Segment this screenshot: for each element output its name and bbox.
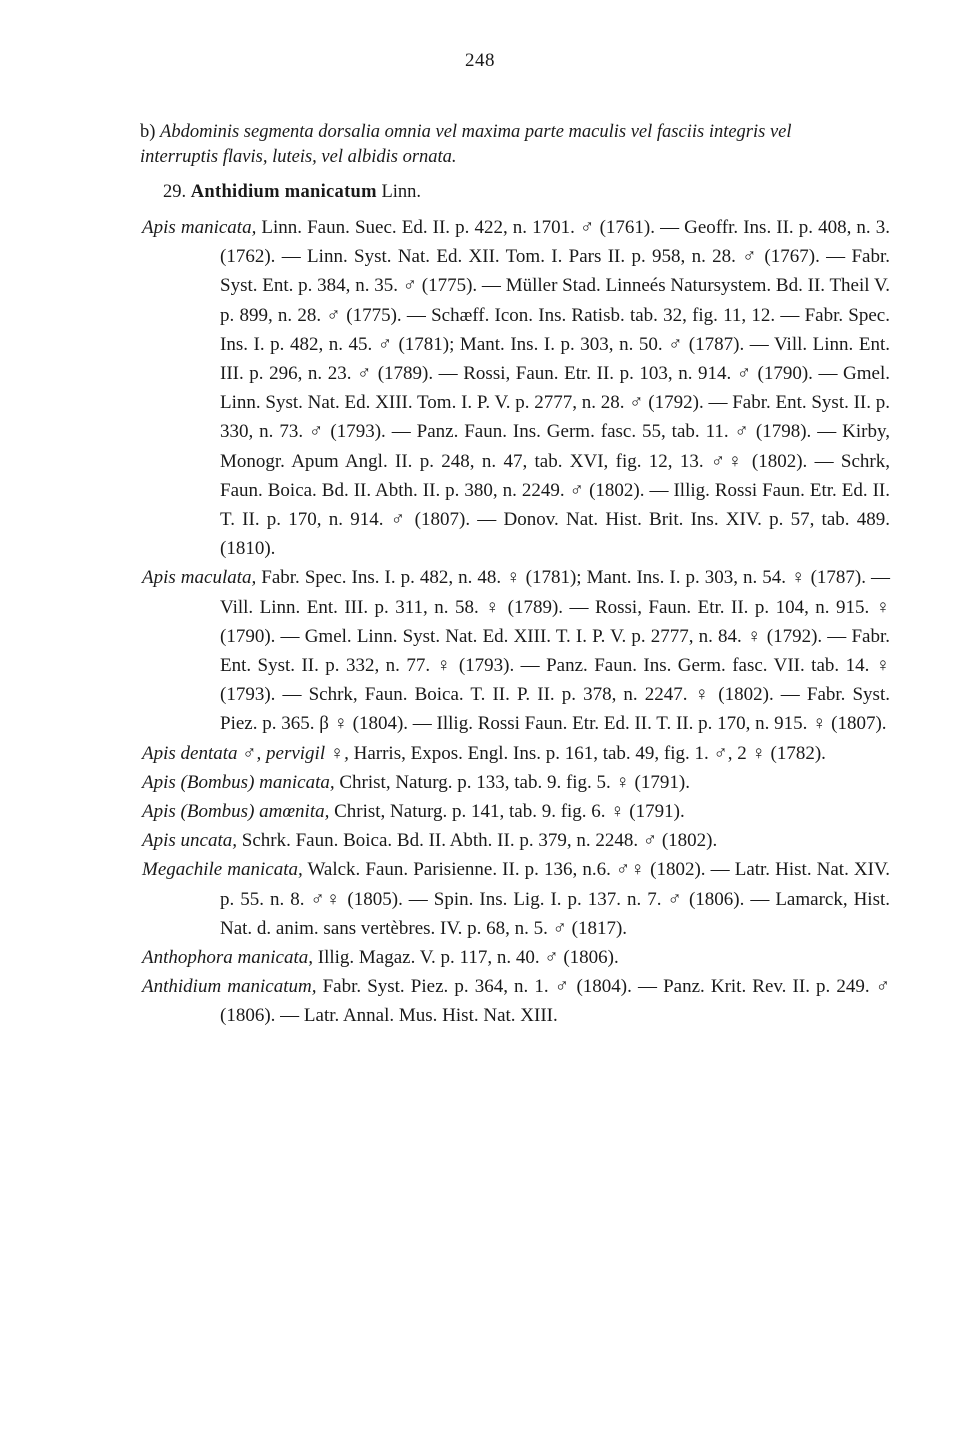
- synonymy-list: [142, 213, 890, 1031]
- section-intro: [140, 120, 840, 170]
- synonym-entry: [142, 972, 890, 1030]
- synonym-references: Fabr. Spec. Ins. I. p. 482, n. 48. ♀ (1781); Mant. Ins. I. p. 303, n. 54. ♀ (1787). — Vill. Linn. Ent. III. p. 311, n. 58. ♀ (1789). — Rossi, Faun. Etr. II. p. 104, n. 915. ♀ (1790). — Gmel. Linn. Syst. Nat. Ed. XIII. T. I. P. V. p. 2777, n. 84. ♀ (1792). — Fabr. Ent. Syst. II. p. 332, n. 77. ♀ (1793). — Panz. Faun. Ins. Germ. fasc. VII. tab. 14. ♀ (1793). — Schrk, Faun. Boica. T. II. P. II. p. 378, n. 2247. ♀ (1802). — Fabr. Syst. Piez. p. 365. β ♀ (1804). — Illig. Rossi Faun. Etr. Ed. II. T. II. p. 170, n. 915. ♀ (1807).: [220, 567, 890, 735]
- synonym-name: Anthophora manicata,: [142, 947, 313, 969]
- synonym-references: Schrk. Faun. Boica. Bd. II. Abth. II. p. 379, n. 2248. ♂ (1802).: [241, 830, 718, 852]
- species-author: Linn.: [381, 182, 422, 202]
- species-heading: [163, 180, 421, 205]
- species-name: Anthidium manicatum: [190, 182, 377, 202]
- synonym-entry: [142, 855, 890, 943]
- synonym-name: Anthidium manicatum,: [142, 976, 317, 998]
- synonym-references: Walck. Faun. Parisienne. II. p. 136, n.6. ♂♀ (1802). — Latr. Hist. Nat. XIV. p. 55. n. 8. ♂♀ (1805). — Spin. Ins. Lig. I. p. 137. n. 7. ♂ (1806). — Lamarck, Hist. Nat. d. anim. sans vertèbres. IV. p. 68, n. 5. ♂ (1817).: [220, 859, 890, 939]
- species-number: 29.: [163, 182, 187, 202]
- synonym-references: Christ, Naturg. p. 141, tab. 9. fig. 6. ♀ (1791).: [334, 801, 685, 823]
- synonym-references: Harris, Expos. Engl. Ins. p. 161, tab. 49, fig. 1. ♂, 2 ♀ (1782).: [353, 742, 826, 764]
- synonym-name: Apis manicata,: [142, 217, 257, 238]
- synonym-references: Linn. Faun. Suec. Ed. II. p. 422, n. 1701. ♂ (1761). — Geoffr. Ins. II. p. 408, n. 3. (1762). — Linn. Syst. Nat. Ed. XII. Tom. I. Pars II. p. 958, n. 28. ♂ (1767). — Fabr. Syst. Ent. p. 384, n. 35. ♂ (1775). — Müller Stad. Linneés Natursystem. Bd. II. Theil V. p. 899, n. 28. ♂ (1775). — Schæff. Icon. Ins. Ratisb. tab. 32, fig. 11, 12. — Fabr. Spec. Ins. I. p. 482, n. 45. ♂ (1781); Mant. Ins. I. p. 303, n. 50. ♂ (1787). — Vill. Linn. Ent. III. p. 296, n. 23. ♂ (1789). — Rossi, Faun. Etr. II. p. 103, n. 914. ♂ (1790). — Gmel. Linn. Syst. Nat. Ed. XIII. Tom. I. P. V. p. 2777, n. 28. ♂ (1792). — Fabr. Ent. Syst. II. p. 330, n. 73. ♂ (1793). — Panz. Faun. Ins. Germ. fasc. 55, tab. 11. ♂ (1798). — Kirby, Monogr. Apum Angl. II. p. 248, n. 47, tab. XVI, fig. 12, 13. ♂♀ (1802). — Schrk, Faun. Boica. Bd. II. Abth. II. p. 380, n. 2249. ♂ (1802). — Illig. Rossi Faun. Etr. Ed. II. T. II. p. 170, n. 914. ♂ (1807). — Donov. Nat. Hist. Brit. Ins. XIV. p. 57, tab. 489. (1810).: [220, 217, 891, 560]
- synonym-name: Apis (Bombus) amœnita,: [142, 801, 330, 823]
- page-number: 248: [465, 50, 495, 71]
- synonym-name: Apis (Bombus) manicata,: [142, 771, 335, 793]
- synonym-name: Apis dentata ♂, pervigil ♀,: [142, 742, 349, 764]
- synonym-name: Apis maculata,: [142, 567, 257, 589]
- synonym-entry: [142, 943, 890, 972]
- synonym-references: Christ, Naturg. p. 133, tab. 9. fig. 5. ♀ (1791).: [339, 771, 690, 793]
- synonym-references: Fabr. Syst. Piez. p. 364, n. 1. ♂ (1804). — Panz. Krit. Rev. II. p. 249. ♂ (1806). — Latr. Annal. Mus. Hist. Nat. XIII.: [220, 976, 890, 1027]
- section-label: b): [140, 122, 156, 142]
- synonym-entry: [142, 563, 890, 738]
- synonym-name: Megachile manicata,: [142, 859, 303, 881]
- synonym-entry: [142, 797, 890, 826]
- synonym-entry: [142, 213, 890, 563]
- synonym-references: Illig. Magaz. V. p. 117, n. 40. ♂ (1806).: [317, 947, 619, 969]
- synonym-name: Apis uncata,: [142, 830, 237, 852]
- synonym-entry: [142, 768, 890, 797]
- synonym-entry: [142, 739, 890, 768]
- synonym-entry: [142, 826, 890, 855]
- section-description: Abdominis segmenta dorsalia omnia vel maxima parte maculis vel fasciis integris vel interruptis flavis, luteis, vel albidis ornata.: [140, 122, 792, 167]
